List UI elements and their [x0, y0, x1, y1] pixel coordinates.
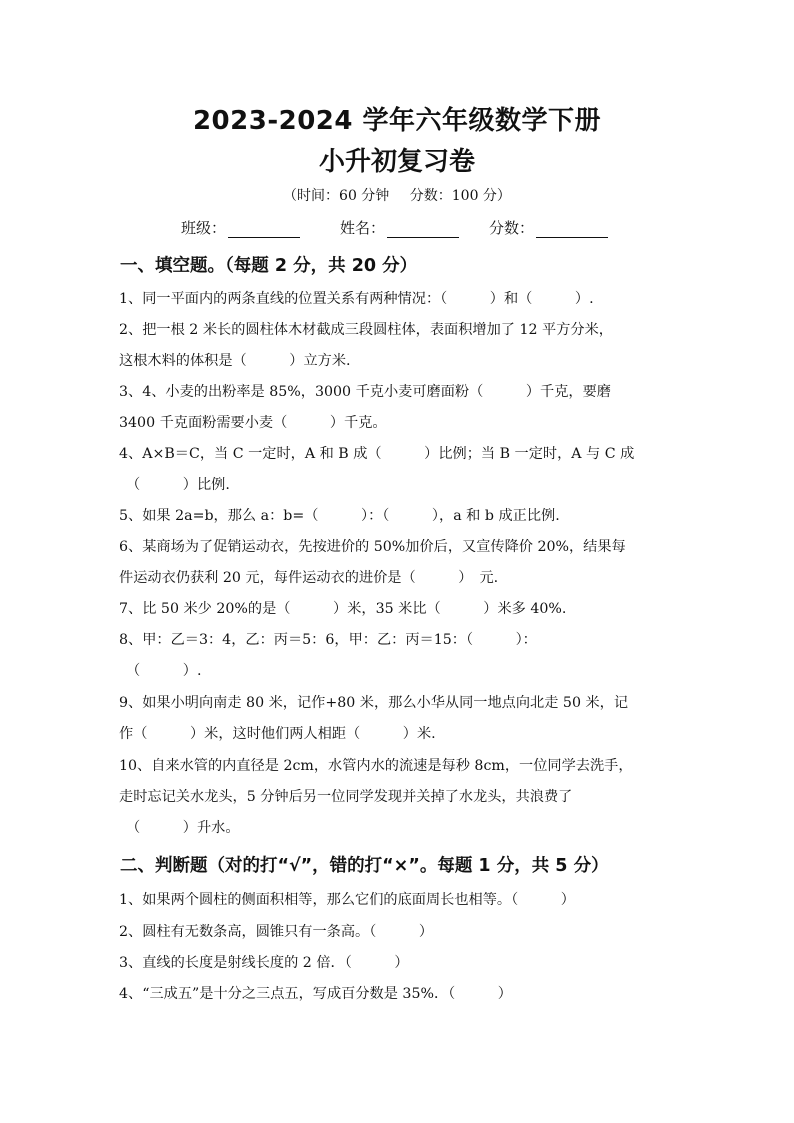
question-line: （ ）升水。: [126, 820, 240, 836]
question-line: 7、比 50 米少 20%的是（ ）米，35 米比（ ）米多 40%.: [119, 601, 567, 617]
class-label: 班级：: [181, 219, 227, 237]
question-line: （ ）.: [126, 663, 202, 679]
question-fill-7: [119, 594, 679, 625]
score-field[interactable]: [489, 217, 608, 238]
class-field[interactable]: [181, 217, 300, 238]
question-fill-5: [119, 501, 679, 532]
question-line: 作（ ）米，这时他们两人相距（ ）米.: [119, 726, 436, 742]
question-line: 件运动衣仍获利 20 元，每件运动衣的进价是（ ） 元.: [119, 570, 499, 586]
student-fields: [181, 217, 634, 238]
question-line: 3、直线的长度是射线长度的 2 倍．（ ）: [119, 955, 409, 971]
question-line: 这根木料的体积是（ ）立方米.: [119, 353, 351, 369]
score-blank[interactable]: [536, 221, 608, 238]
class-blank[interactable]: [228, 221, 300, 238]
question-line: 5、如果 2a=b，那么 a：b=（ ）：（ ），a 和 b 成正比例.: [119, 508, 560, 524]
question-fill-8: [119, 625, 679, 687]
question-fill-3: [119, 377, 679, 439]
section-judge-title: 二、判断题（对的打“√”，错的打“×”。每题 1 分，共 5 分）: [120, 856, 609, 876]
question-fill-6: [119, 532, 679, 594]
page-title: 2023-2024 学年六年级数学下册: [192, 106, 602, 136]
score-info: 分数：100 分）: [409, 188, 511, 204]
section-fill-in-title: 一、填空题。（每题 2 分，共 20 分）: [120, 256, 418, 276]
question-line: （ ）比例.: [126, 477, 230, 493]
page-subtitle: 小升初复习卷: [318, 147, 475, 177]
score-label: 分数：: [489, 219, 535, 237]
question-judge-2: [119, 917, 679, 948]
question-line: 1、同一平面内的两条直线的位置关系有两种情况：（ ）和（ ）.: [119, 291, 594, 307]
question-fill-2: [119, 315, 679, 377]
question-judge-4: [119, 979, 679, 1010]
question-fill-4: [119, 439, 679, 501]
question-line: 10、自来水管的内直径是 2cm，水管内水的流速是每秒 8cm，一位同学去洗手，: [119, 758, 633, 774]
question-line: 2、把一根 2 米长的圆柱体木材截成三段圆柱体，表面积增加了 12 平方分米，: [119, 322, 613, 338]
question-line: 3400 千克面粉需要小麦（ ）千克。: [119, 415, 387, 431]
question-line: 9、如果小明向南走 80 米，记作+80 米，那么小华从同一地点向北走 50 米，记: [119, 695, 629, 711]
time-info: （时间：60 分钟: [283, 188, 390, 204]
name-blank[interactable]: [387, 221, 459, 238]
question-line: 3、4、小麦的出粉率是 85%，3000 千克小麦可磨面粉（ ）千克，要磨: [119, 384, 611, 400]
name-field[interactable]: [340, 217, 459, 238]
question-line: 4、A×B＝C，当 C 一定时，A 和 B 成（ ）比例；当 B 一定时，A 与 C 成: [119, 446, 635, 462]
exam-info: [0, 185, 794, 205]
question-judge-3: [119, 948, 679, 979]
question-line: 6、某商场为了促销运动衣，先按进价的 50%加价后，又宣传降价 20%，结果每: [119, 539, 626, 555]
question-line: 2、圆柱有无数条高，圆锥只有一条高。（ ）: [119, 924, 434, 940]
question-line: 走时忘记关水龙头，5 分钟后另一位同学发现并关掉了水龙头，共浪费了: [119, 789, 573, 805]
question-fill-9: [119, 688, 679, 750]
question-judge-1: [119, 885, 679, 916]
question-fill-10: [119, 751, 679, 844]
question-line: 4、“三成五”是十分之三点五，写成百分数是 35%．（ ）: [119, 986, 512, 1002]
question-line: 1、如果两个圆柱的侧面积相等，那么它们的底面周长也相等。（ ）: [119, 892, 575, 908]
name-label: 姓名：: [340, 219, 386, 237]
question-fill-1: [119, 284, 679, 315]
question-line: 8、甲：乙＝3：4，乙：丙＝5：6，甲：乙：丙＝15：（ ）：: [119, 632, 537, 648]
